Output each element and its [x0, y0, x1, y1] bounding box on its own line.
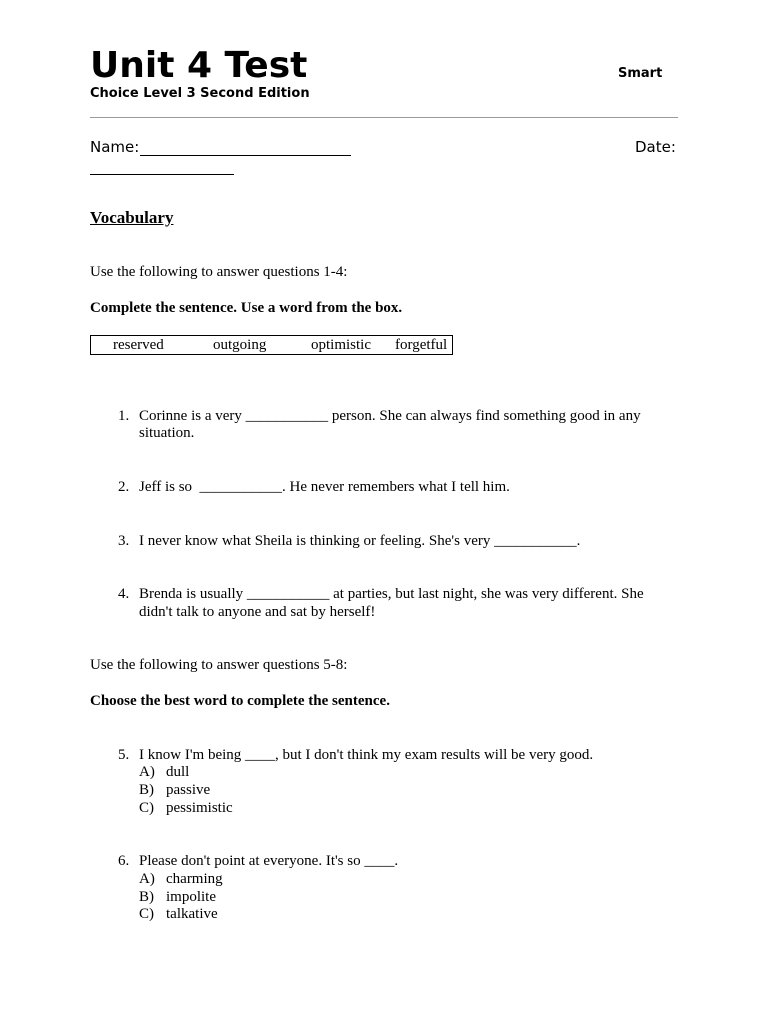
test-title: Unit 4 Test	[90, 45, 308, 86]
header-divider	[90, 117, 678, 118]
option-text: charming	[166, 871, 223, 887]
word-box	[90, 335, 453, 355]
question-text: Jeff is so ___________. He never remembers what I tell him.	[139, 479, 510, 495]
option-letter: B)	[139, 782, 154, 798]
option-letter: C)	[139, 906, 154, 922]
word-box-item: forgetful	[395, 337, 448, 353]
option-text: passive	[166, 782, 211, 798]
brand-label: Smart	[618, 66, 663, 81]
group1-intro: Use the following to answer questions 1-4:	[90, 264, 348, 280]
question-number: 3.	[118, 533, 130, 549]
option-letter: A)	[139, 764, 155, 780]
question-number: 2.	[118, 479, 130, 495]
option-text: talkative	[166, 906, 218, 922]
question-number: 1.	[118, 408, 130, 424]
word-box-item: optimistic	[311, 337, 371, 353]
option-letter: A)	[139, 871, 155, 887]
group1-instruction: Complete the sentence. Use a word from the box.	[90, 300, 403, 316]
question-number: 4.	[118, 586, 130, 602]
option-text: dull	[166, 764, 190, 780]
question-number: 6.	[118, 853, 130, 869]
question-number: 5.	[118, 747, 130, 763]
date-blank-line	[90, 174, 234, 175]
section-title: Vocabulary	[90, 208, 174, 227]
word-box-item: outgoing	[213, 337, 267, 353]
option-letter: B)	[139, 889, 154, 905]
date-label: Date:	[635, 138, 676, 156]
question-text-cont: didn't talk to anyone and sat by herself!	[139, 604, 376, 620]
group2-intro: Use the following to answer questions 5-8:	[90, 657, 348, 673]
name-blank-line	[140, 155, 351, 156]
test-subtitle: Choice Level 3 Second Edition	[90, 86, 310, 101]
question-text: Please don't point at everyone. It's so ____.	[139, 853, 399, 869]
group2-instruction: Choose the best word to complete the sentence.	[90, 693, 390, 709]
option-letter: C)	[139, 800, 154, 816]
name-label: Name:	[90, 138, 140, 156]
question-text: I never know what Sheila is thinking or feeling. She's very ___________.	[139, 533, 581, 549]
question-text: Corinne is a very ___________ person. She can always find something good in any	[139, 408, 641, 424]
question-text: I know I'm being ____, but I don't think my exam results will be very good.	[139, 747, 594, 763]
option-text: impolite	[166, 889, 216, 905]
question-text: Brenda is usually ___________ at parties, but last night, she was very different. She	[139, 586, 644, 602]
option-text: pessimistic	[166, 800, 233, 816]
word-box-item: reserved	[113, 337, 164, 353]
question-text-cont: situation.	[139, 425, 195, 441]
